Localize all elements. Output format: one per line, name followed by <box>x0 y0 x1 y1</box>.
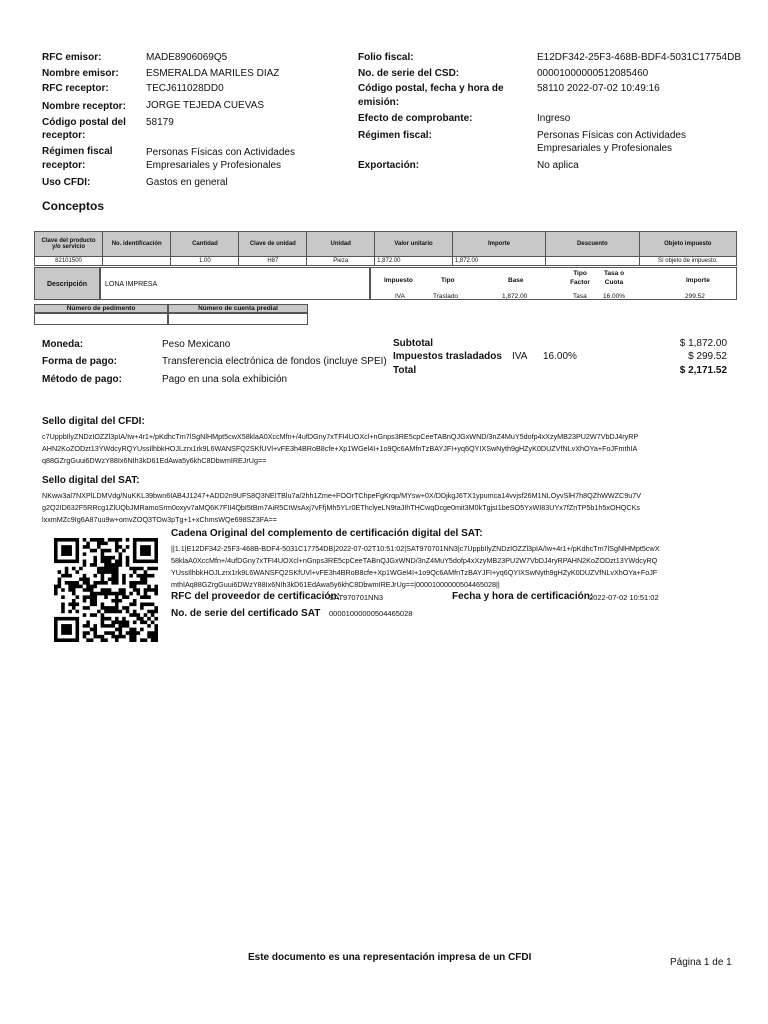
footer-note: Este documento es una representación impresa de un CFDI <box>248 952 532 963</box>
pedimento-label: Número de pedimento <box>34 304 168 313</box>
header-no-identificacion: No. identificación <box>103 232 171 257</box>
serie-csd-label: No. de serie del CSD: <box>358 68 460 79</box>
sello-sat-label: Sello digital del SAT: <box>42 475 140 486</box>
nombre-receptor-value: JORGE TEJEDA CUEVAS <box>146 100 264 111</box>
conceptos-title: Conceptos <box>42 199 105 213</box>
cell-unidad: Pieza <box>307 257 375 266</box>
sello-sat-line-3: lxxmMZc9Ig6A87uu9w+omvZOQ3TOw3pTg+1+xChmsWQe698SZ3FA== <box>42 515 277 524</box>
efecto-value: Ingreso <box>537 113 571 124</box>
subtotal-value: $ 1,872.00 <box>679 338 727 349</box>
uso-cfdi-label: Uso CFDI: <box>42 177 91 188</box>
tax-header-importe: Importe <box>686 277 710 284</box>
tax-importe: 299.52 <box>685 293 705 300</box>
exportacion-label: Exportación: <box>358 160 420 171</box>
conceptos-header-row <box>35 232 737 257</box>
descripcion-label-cell <box>34 267 100 300</box>
rfc-receptor-label: RFC receptor: <box>42 83 109 94</box>
cell-clave-unidad: H87 <box>239 257 307 266</box>
sello-cfdi-line-2: AHN2KoZODzt13YWdcyRQYUssIlhbkHOJLzrx1rk9L6WANSFQ2SKfUVl+vFE3h4BRoB8cfe+Xp1WGel4I+1o9Qc6AMfnTzBAYJFI+yq6QYIXSwNyth9gHZyK0DUZVfNLvXhOYa+FoJFmthIA <box>42 444 638 453</box>
cell-cantidad: 1.00 <box>171 257 239 266</box>
table-row <box>35 257 737 266</box>
fecha-certificacion-value: 2022-07-02 10:51:02 <box>589 593 659 602</box>
nombre-emisor-value: ESMERALDA MARILES DIAZ <box>146 68 280 79</box>
folio-fiscal-label: Folio fiscal: <box>358 52 414 63</box>
cp-receptor-label-2: receptor: <box>42 130 86 141</box>
header-cantidad: Cantidad <box>171 232 239 257</box>
nombre-receptor-label: Nombre receptor: <box>42 101 126 112</box>
cell-no-identificacion <box>103 257 171 266</box>
cadena-line-4: mthIAq88GZrgGuui6DWzY88Ix6NIh3kD61EdAwa5y6khC8DbwmIREJrUg==|00001000000504465028|| <box>171 580 500 589</box>
sello-cfdi-line-3: q88GZrgGuui6DWzY88Ix6NIh3kD61EdAwa5y6khC8DbwmIREJrUg== <box>42 456 267 465</box>
rfc-emisor-label: RFC emisor: <box>42 52 102 63</box>
rfc-emisor-value: MADE8906069Q5 <box>146 52 228 63</box>
descripcion-value: LONA IMPRESA <box>105 281 158 288</box>
subtotal-label: Subtotal <box>393 338 433 349</box>
moneda-label: Moneda: <box>42 339 84 350</box>
tax-header-impuesto: Impuesto <box>384 277 413 284</box>
regimen-receptor-label-1: Régimen fiscal <box>42 146 113 157</box>
impuestos-value: $ 299.52 <box>688 351 727 362</box>
rfc-proveedor-label: RFC del proveedor de certificación: <box>171 591 340 602</box>
tax-header-base: Base <box>508 277 524 284</box>
tax-base: 1,872.00 <box>502 293 528 300</box>
cp-fecha-label-2: emisión: <box>358 97 400 108</box>
cell-descuento <box>546 257 639 266</box>
header-descuento: Descuento <box>546 232 639 257</box>
nombre-emisor-label: Nombre emisor: <box>42 68 119 79</box>
cell-importe: 1,872.00 <box>452 257 545 266</box>
cell-objeto-impuesto: Sí objeto de impuesto. <box>639 257 736 266</box>
impuestos-cell <box>370 267 737 300</box>
efecto-label: Efecto de comprobante: <box>358 113 473 124</box>
tax-tasa: 16.00% <box>603 293 626 300</box>
rfc-receptor-value: TECJ611028DD0 <box>146 83 224 94</box>
regimen-fiscal-label: Régimen fiscal: <box>358 130 432 141</box>
forma-pago-label: Forma de pago: <box>42 356 118 367</box>
impuesto-tipo: IVA <box>512 351 528 362</box>
exportacion-value: No aplica <box>537 160 579 171</box>
tax-header-tasa-cuota: Tasa o Cuota <box>603 270 625 286</box>
rfc-proveedor-value: SAT970701NN3 <box>329 593 384 602</box>
cp-fecha-value: 58110 2022-07-02 10:49:16 <box>537 83 660 94</box>
sello-sat-line-1: NKww3al7NXPlLDMVdg/NuKKL39bwn6IAB4J1247+ADD2n9UFS8Q3NEITBlu7a/2hh1Zme+FOOrTChpeFgKrqp/MYsw+0X/DDjkgJ6TX1ypumca14vvjsf26M1NLOyvSlH7h8QZhWWZC9u7V <box>42 491 642 500</box>
sello-cfdi-label: Sello digital del CFDI: <box>42 416 145 427</box>
total-value: $ 2,171.52 <box>679 365 727 376</box>
forma-pago-value: Transferencia electrónica de fondos (incluye SPEI) <box>162 356 387 367</box>
descripcion-label: Descripción <box>46 281 88 288</box>
header-importe: Importe <box>452 232 545 257</box>
tax-header-tipo: Tipo <box>441 277 455 284</box>
header-valor-unitario: Valor unitario <box>375 232 453 257</box>
serie-certificado-sat-label: No. de serie del certificado SAT <box>171 608 321 619</box>
descripcion-cell <box>100 267 370 300</box>
cp-receptor-value: 58179 <box>146 117 174 128</box>
conceptos-table <box>34 231 737 266</box>
uso-cfdi-value: Gastos en general <box>146 177 228 188</box>
cell-clave-producto: 82101500 <box>35 257 103 266</box>
cp-fecha-label-1: Código postal, fecha y hora de <box>358 83 504 94</box>
total-label: Total <box>393 365 417 376</box>
tax-tipo: Traslado <box>433 293 459 300</box>
tax-tipo-factor: Tasa <box>573 293 587 300</box>
regimen-receptor-value-1: Personas Físicas con Actividades <box>146 147 295 158</box>
header-clave-unidad: Clave de unidad <box>239 232 307 257</box>
cadena-line-1: ||1.1|E12DF342-25F3-468B-BDF4-5031C17754DB|2022-07-02T10:51:02|SAT970701NN3|c7UppbIlyZNDzIOZZl3pIA/Iw+4r1+/pKdhcTm7lSgNlHMpt5cwX <box>171 544 660 553</box>
impuesto-tasa: 16.00% <box>543 351 577 362</box>
impuestos-trasladados-label: Impuestos trasladados <box>393 351 502 362</box>
header-objeto-impuesto: Objeto impuesto <box>639 232 736 257</box>
qr-finder-pattern <box>54 617 79 642</box>
cadena-original-label: Cadena Original del complemento de certificación digital del SAT: <box>171 528 483 539</box>
tax-impuesto: IVA <box>395 293 405 300</box>
serie-csd-value: 00001000000512085460 <box>537 68 649 79</box>
header-clave-producto: Clave del producto y/o servicio <box>35 232 103 257</box>
pedimento-value <box>34 313 168 325</box>
serie-certificado-sat-value: 00001000000504465028 <box>329 609 413 618</box>
moneda-value: Peso Mexicano <box>162 339 231 350</box>
regimen-fiscal-value-2: Empresariales y Profesionales <box>537 143 673 154</box>
regimen-fiscal-value-1: Personas Físicas con Actividades <box>537 130 686 141</box>
regimen-receptor-value-2: Empresariales y Profesionales <box>146 160 282 171</box>
metodo-pago-label: Método de pago: <box>42 374 122 385</box>
tax-header-tipo-factor: Tipo Factor <box>570 270 590 286</box>
cadena-line-2: 58klaA0XccMfn+/4ufDGny7xTFI4UOXcl+nGnps3RE5cpCeeTABnQJGxWND/3nZ4MuY5dofp4xXzyMB23PU2W7VbDJ4ryRPAHN2KoZODzt13YWdcyRQ <box>171 556 658 565</box>
header-unidad: Unidad <box>307 232 375 257</box>
qr-finder-pattern <box>133 538 158 563</box>
sello-sat-line-2: g2Q2ID632F5RRcg1ZlUQbJMRamoSrm0oxyv7aMQ6K7FII4QbI5tBm7AiR5CtWsAxj7vFfjMh5YLr0EThclyeLN9taJIhTHCwqDcge0mit3M0kTgjsI1beSO5YxWI83UYx7fZnTP5b1h5xOHQCKs <box>42 503 640 512</box>
page-number: Página 1 de 1 <box>670 957 732 968</box>
cuenta-predial-value <box>168 313 308 325</box>
fecha-certificacion-label: Fecha y hora de certificación: <box>452 591 594 602</box>
cell-valor-unitario: 1,872.00 <box>375 257 453 266</box>
sello-cfdi-line-1: c7UppbIlyZNDzIOZZl3pIA/Iw+4r1+/pKdhcTm7lSgNlHMpt5cwX58klaA0XccMfn+/4ufDGny7xTFI4UOXcl+nGnps3RE5cpCeeTABnQJGxWND/3nZ4MuY5dofp4xXzyMB23PU2W7VbDJ4ryRP <box>42 432 639 441</box>
qr-finder-pattern <box>54 538 79 563</box>
cuenta-predial-label: Número de cuenta predial <box>168 304 308 313</box>
qr-code <box>50 538 162 642</box>
cp-receptor-label-1: Código postal del <box>42 117 126 128</box>
metodo-pago-value: Pago en una sola exhibición <box>162 374 288 385</box>
regimen-receptor-label-2: receptor: <box>42 160 86 171</box>
folio-fiscal-value: E12DF342-25F3-468B-BDF4-5031C17754DB <box>537 52 742 63</box>
cadena-line-3: YUssIlhbkHOJLzrx1rk9L6WANSFQ2SKfUVl+vFE3h4BRoB8cfe+Xp1WGel4I+1o9Qc6AMfnTzBAYJFI+yq6QYIXSwNyth9gHZyK0DUZVfNLvXhOYa+FoJF <box>171 568 658 577</box>
